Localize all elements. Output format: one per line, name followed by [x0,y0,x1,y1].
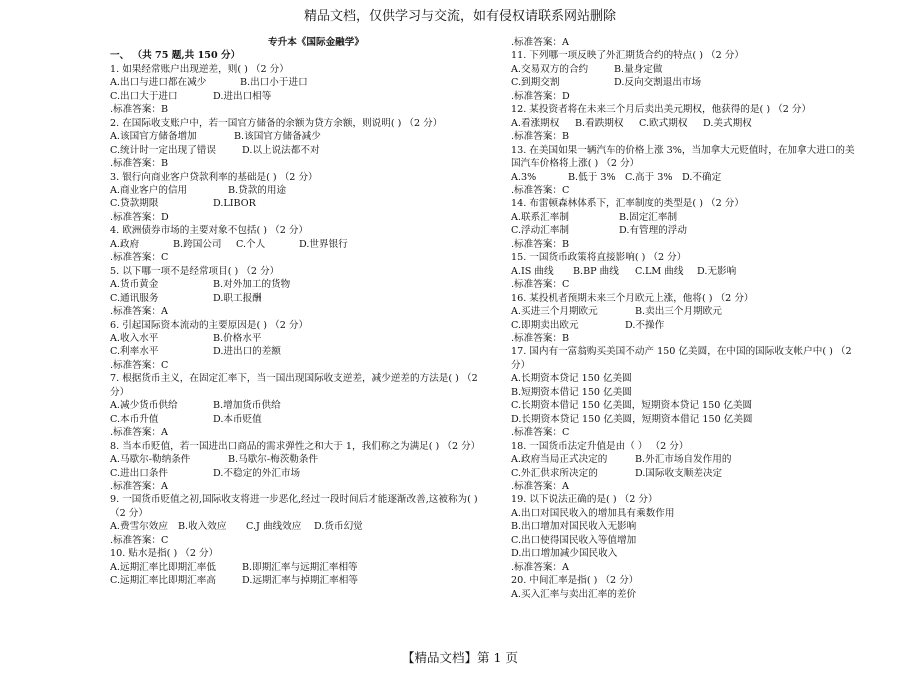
left-column [110,36,482,588]
answer-option: D.无影响 [697,265,737,277]
option-row [110,90,482,103]
answer-option: C.通讯服务 [110,292,159,304]
answer-option: D.国际收支顺差决定 [635,467,723,479]
answer-option: D.LIBOR [213,198,256,210]
answer-option: D.以上说法都不对 [242,144,320,156]
option-row [511,467,861,480]
option-row [110,561,482,574]
question-text: 15. 一国货币政策将直接影响( ) （2 分） [511,252,687,264]
answer-option: B.量身定做 [614,63,663,75]
answer-option: A.3% [511,171,537,183]
option-row [110,130,482,143]
text-line: A.买入汇率与卖出汇率的差价 [511,588,637,600]
standard-answer: .标准答案：A [110,427,168,439]
option-row [110,144,482,157]
standard-answer: .标准答案：C [511,184,570,196]
text-line: B.短期资本借记 150 亿美圆 [511,386,632,398]
answer-option: A.买进三个月期欧元 [511,306,598,318]
text-line: B.出口增加对国民收入无影响 [511,521,637,533]
question-text: 8. 当本币贬值，若一国进出口商品的需求弹性之和大于 1，我们称之为满足( ) （2 分） [110,440,481,452]
question-text: 11. 下列哪一项反映了外汇期货合约的特点( ) （2 分） [511,50,744,62]
answer-option: B.固定汇率制 [619,211,678,223]
answer-option: D.不确定 [682,171,722,183]
standard-answer: .标准答案：D [110,211,169,223]
option-row [511,211,861,224]
answer-option: C.高于 3% [625,171,673,183]
question-text: 2. 在国际收支账户中，若一国官方储备的余额为贷方余额，则说明( ) （2 分） [110,117,443,129]
answer-option: C.出口大于进口 [110,90,178,102]
answer-option: B.即期汇率与远期汇率相等 [242,561,358,573]
answer-option: A.该国官方储备增加 [110,131,197,143]
text-line: D.出口增加减少国民收入 [511,548,618,560]
page-footer: 【精品文档】第 1 页 [402,650,518,665]
option-row [110,76,482,89]
page-header: 精品文档，仅供学习与交流，如有侵权请联系网站删除 [303,9,616,24]
option-row [110,238,482,251]
question-text: 18. 一国货币法定升值是由（ ） （2 分） [511,440,689,452]
question-text: 9. 一国货币贬值之初,国际收支将进一步恶化,经过一段时间后才能逐渐改善,这被称为( ) （2 分） [110,494,478,519]
answer-option: B.贷款的用途 [228,184,287,196]
answer-option: C.到期交割 [511,77,560,89]
answer-option: C.本币升值 [110,413,159,425]
question-text: 7. 根据货币主义，在固定汇率下，当一国出现国际收支逆差，减少逆差的方法是( ) （2 分） [110,373,478,398]
answer-option: A.货币黄金 [110,279,159,291]
answer-option: A.政府当局正式决定的 [511,454,608,466]
answer-option: B.BP 曲线 [573,265,619,277]
option-row [110,413,482,426]
answer-option: C.贷款期限 [110,198,159,210]
answer-option: D.远期汇率与掉期汇率相等 [242,575,358,587]
option-row [110,184,482,197]
answer-option: A.马歇尔-勒纳条件 [110,454,191,466]
answer-option: D.货币幻觉 [314,521,363,533]
question-text: 19. 以下说法正确的是( ) （2 分） [511,494,658,506]
question-text: 14. 布雷顿森林体系下，汇率制度的类型是( ) （2 分） [511,198,744,210]
answer-option: D.职工报酬 [213,292,262,304]
question-text: 5. 以下哪一项不是经常项目( ) （2 分） [110,265,280,277]
answer-option: B.对外加工的货物 [213,279,291,291]
answer-option: C.欧式期权 [639,117,688,129]
document-title: 专升本《国际金融学》 [268,37,364,48]
option-row [511,305,861,318]
answer-option: B.外汇市场自发作用的 [635,454,732,466]
option-row [511,171,861,184]
option-row [511,319,861,332]
answer-option: C.外汇供求所决定的 [511,467,598,479]
question-text: 3. 银行向商业客户贷款利率的基础是( ) （2 分） [110,171,318,183]
answer-option: C.LM 曲线 [635,265,684,277]
option-row [110,197,482,210]
option-row [110,292,482,305]
standard-answer: .标准答案：C [110,359,169,371]
answer-option: A.远期汇率比即期汇率低 [110,561,216,573]
answer-option: C.浮动汇率制 [511,225,570,237]
standard-answer: .标准答案：A [110,480,168,492]
standard-answer: .标准答案：A [110,306,168,318]
standard-answer: .标准答案：A [511,480,569,492]
answer-option: B.跨国公司 [173,238,222,250]
answer-option: B.增加货币供给 [213,400,281,412]
question-text: 12. 某投资者将在未来三个月后卖出美元期权，他获得的是( ) （2 分） [511,104,812,116]
question-text: 13. 在美国如果一辆汽车的价格上涨 3%，当加拿大元贬值时，在加拿大进口的美国汽车价格将上涨( ) （2 分） [511,144,855,170]
answer-option: A.商业客户的信用 [110,184,188,196]
answer-option: A.费雪尔效应 [110,521,168,533]
answer-option: D.反向交割退出市场 [614,77,702,89]
text-line: C.出口使得国民收入等值增加 [511,534,637,546]
option-row [511,76,861,89]
answer-option: C.即期卖出欧元 [511,319,579,331]
standard-answer: .标准答案：B [511,332,570,344]
answer-option: D.有管理的浮动 [619,225,687,237]
answer-option: D.进出口相等 [213,90,272,102]
standard-answer: .标准答案：C [511,427,570,439]
answer-option: C.统计时一定出现了错误 [110,144,216,156]
answer-option: B.看跌期权 [575,117,624,129]
option-row [110,467,482,480]
answer-option: B.低于 3% [568,171,616,183]
answer-option: D.不操作 [625,319,665,331]
answer-option: B.卖出三个月期欧元 [635,306,722,318]
question-text: 6. 引起国际资本流动的主要原因是( ) （2 分） [110,319,309,331]
answer-option: A.看涨期权 [511,117,560,129]
answer-option: A.收入水平 [110,332,159,344]
answer-option: D.美式期权 [703,117,752,129]
answer-option: C.利率水平 [110,346,159,358]
option-row [110,574,482,587]
option-row [511,63,861,76]
option-row [511,224,861,237]
standard-answer: .标准答案：A [511,561,569,573]
answer-option: C.进出口条件 [110,467,169,479]
standard-answer: .标准答案：C [511,279,570,291]
answer-option: A.出口与进口都在减少 [110,77,207,89]
answer-option: A.减少货币供给 [110,400,178,412]
answer-option: B.价格水平 [213,332,262,344]
standard-answer: .标准答案：A [511,37,569,48]
question-text: 4. 欧洲债券市场的主要对象不包括( ) （2 分） [110,225,309,237]
text-line: D.长期资本贷记 150 亿美圆，短期资本借记 150 亿美圆 [511,413,753,425]
answer-option: B.收入效应 [178,521,227,533]
option-row [110,399,482,412]
question-text: 1. 如果经常账户出现逆差，则( ) （2 分） [110,63,289,75]
answer-option: D.世界银行 [299,238,348,250]
answer-option: B.马歇尔-梅茨勒条件 [228,454,319,466]
answer-option: D.不稳定的外汇市场 [213,467,301,479]
question-text: 17. 国内有一富翁购买美国不动产 150 亿美圆，在中国的国际收支帐户中( ) （2 分） [511,346,852,371]
answer-option: A.交易双方的合约 [511,63,589,75]
option-row [110,453,482,466]
text-line: A.出口对国民收入的增加具有乘数作用 [511,507,675,519]
answer-option: A.IS 曲线 [511,265,554,277]
text-line: C.长期资本借记 150 亿美圆，短期资本贷记 150 亿美圆 [511,400,753,412]
standard-answer: .标准答案：B [511,131,570,143]
question-text: 20. 中间汇率是指( ) （2 分） [511,575,639,587]
answer-option: D.进出口的差额 [213,346,281,358]
option-row [110,332,482,345]
standard-answer: .标准答案：B [110,158,169,170]
option-row [511,453,861,466]
standard-answer: .标准答案：D [511,90,570,102]
section-heading: 一、 （共 75 题,共 150 分） [110,50,241,62]
standard-answer: .标准答案：B [110,104,169,116]
text-line: A.长期资本贷记 150 亿美圆 [511,373,632,385]
answer-option: A.联系汇率制 [511,211,569,223]
answer-option: D.本币贬值 [213,413,262,425]
answer-option: B.出口小于进口 [240,77,308,89]
answer-option: C.J 曲线效应 [246,521,302,533]
answer-option: C.个人 [236,238,266,250]
standard-answer: .标准答案：C [110,534,169,546]
option-row [110,520,482,533]
option-row [110,278,482,291]
question-text: 16. 某投机者预期未来三个月欧元上涨，他将( ) （2 分） [511,292,754,304]
question-text: 10. 贴水是指( ) （2 分） [110,548,219,560]
standard-answer: .标准答案：B [511,238,570,250]
option-row [110,345,482,358]
option-row [511,265,861,278]
answer-option: C.远期汇率比即期汇率高 [110,575,216,587]
answer-option: A.政府 [110,238,140,250]
answer-option: B.该国官方储备减少 [234,131,321,143]
option-row [511,117,861,130]
right-column [511,36,861,601]
standard-answer: .标准答案：C [110,252,169,264]
